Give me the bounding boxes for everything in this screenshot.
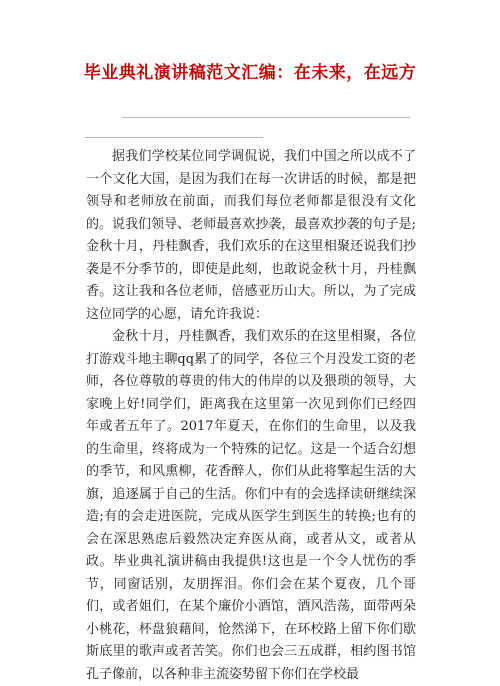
body-divider — [85, 137, 263, 138]
paragraph-speech: 金秋十月，丹桂飘香，我们欢乐的在这里相聚，各位打游戏斗地主聊qq累了的同学，各位三个月没发工资的老师，各位尊敬的尊贵的伟大的伟岸的以及猥琐的领导，大家晚上好!同学们，距离我在这里第一次见到你们已经四年或者五年了。2017年夏天，在你们的生命里，以及我的生命里，终将成为一个特殊的记忆。这是一个适合幻想的季节，和风熏柳，花香醉人，你们从此将擎起生活的大旗，追逐属于自己的生活。你们中有的会选择读研继续深造;有的会走进医院，完成从医学生到医生的转换;也有的会在深思熟虑后毅然决定弃医从商，或者从文，或者从政。毕业典礼演讲稿由我提供!这也是一个令人忧伤的季节，同窗话别，友朋挥泪。你们会在某个夏夜，几个哥们，或者姐们，在某个廉价小酒馆，酒风浩荡，面带两朵小桃花，杯盘狼藉间，怆然涕下，在环校路上留下你们歇斯底里的歌声或者苦笑。你们也会三五成群，相约图书馆孔子像前，以各种非主流姿势留下你们在学校最 — [86, 329, 416, 682]
paragraph-intro: 据我们学校某位同学调侃说，我们中国之所以成不了一个文化大国，是因为我们在每一次讲话的时候，都是把领导和老师放在前面，而我们每位老师都是很没有文化的。说我们领导、老师最喜欢抄袭，最喜欢抄袭的句子是;金秋十月，丹桂飘香，我们欢乐的在这里相聚还说我们抄袭是不分季节的，即使是此刻，也敢说金秋十月，丹桂飘香。这让我和各位老师，倍感亚历山大。所以，为了完成这位同学的心愿，请允许我说： — [86, 149, 416, 322]
document-title: 毕业典礼演讲稿范文汇编：在未来，在远方 — [83, 63, 417, 83]
title-divider — [122, 117, 410, 118]
document-body — [86, 146, 416, 686]
